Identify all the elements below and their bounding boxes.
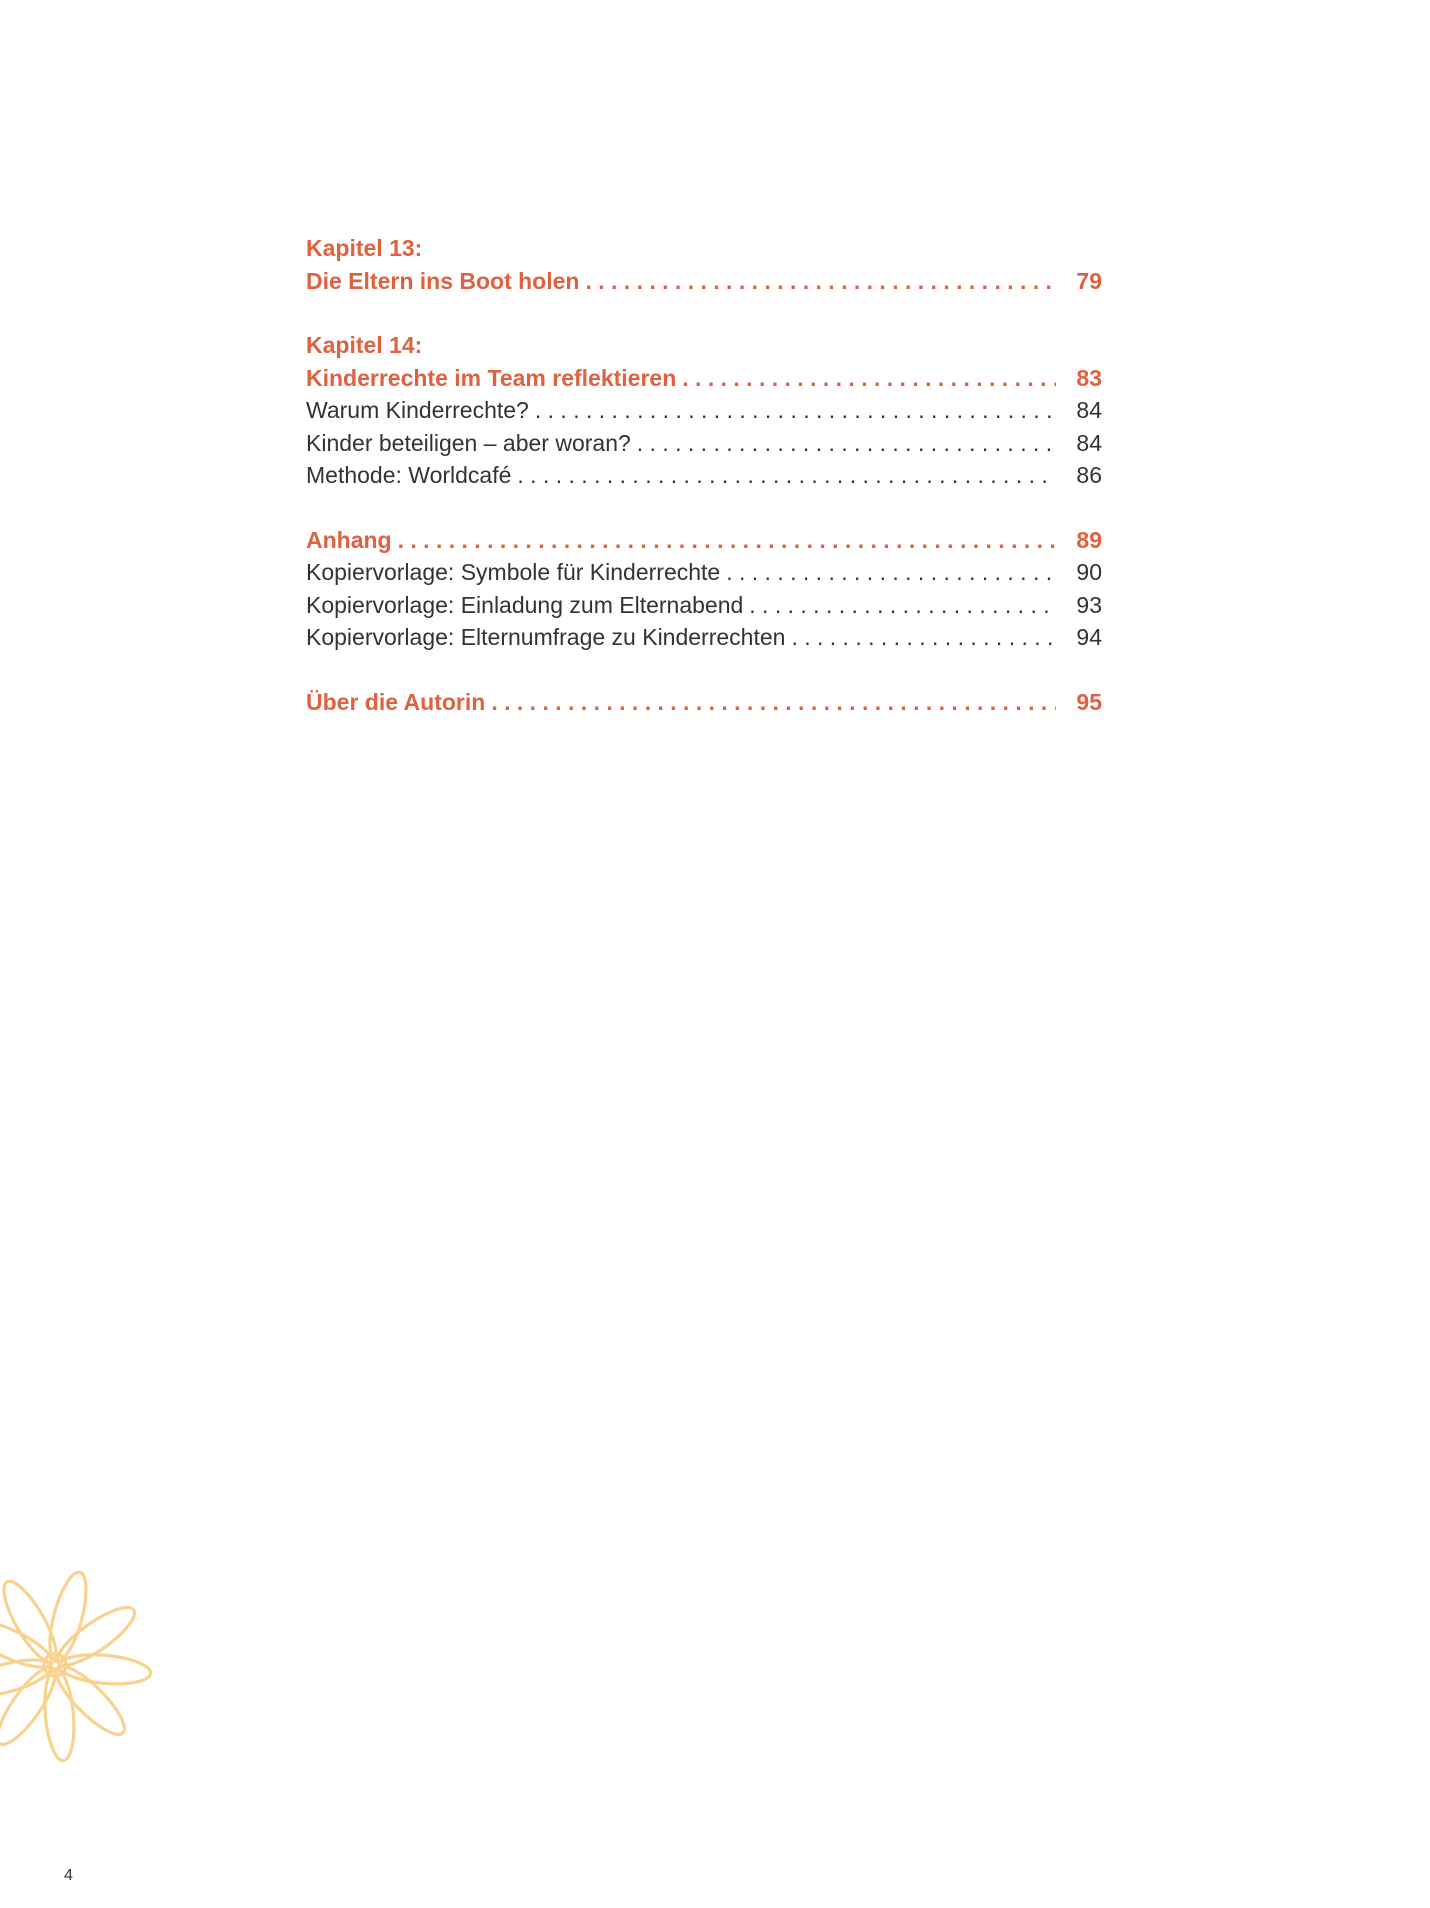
chapter-heading-label: Kapitel 14: <box>306 332 423 358</box>
dot-leader <box>726 556 1056 589</box>
toc-subentry-page: 86 <box>1076 462 1102 488</box>
toc-subentry-title: Kopiervorlage: Einladung zum Elternabend <box>306 591 744 618</box>
toc-subentry-page: 94 <box>1076 624 1102 650</box>
table-of-contents <box>306 232 1102 750</box>
toc-group-appendix <box>306 524 1102 654</box>
chapter-heading-label: Kapitel 13: <box>306 235 423 261</box>
toc-entry-title: Anhang <box>306 526 392 553</box>
dot-leader <box>535 394 1056 427</box>
dot-leader <box>749 589 1056 622</box>
toc-subentry-page: 84 <box>1076 397 1102 423</box>
chapter-heading <box>306 232 1102 265</box>
toc-entry-appendix[interactable] <box>306 524 1102 557</box>
toc-subentry[interactable] <box>306 589 1102 622</box>
dot-leader <box>682 362 1056 395</box>
toc-subentry-title: Methode: Worldcafé <box>306 462 512 488</box>
toc-subentry[interactable] <box>306 427 1102 460</box>
toc-entry-title: Kinderrechte im Team reflektieren <box>306 364 677 391</box>
toc-entry-title: Über die Autorin <box>306 688 486 715</box>
chapter-heading <box>306 329 1102 362</box>
toc-group-chapter-14 <box>306 329 1102 492</box>
page-number: 4 <box>64 1867 73 1884</box>
toc-subentry-page: 84 <box>1076 429 1102 456</box>
toc-subentry-page: 90 <box>1076 559 1102 585</box>
toc-entry-page: 79 <box>1076 267 1102 294</box>
toc-subentry[interactable] <box>306 394 1102 427</box>
toc-entry-chapter-13[interactable] <box>306 265 1102 298</box>
toc-entry-page: 89 <box>1076 526 1102 553</box>
toc-subentry-title: Warum Kinderrechte? <box>306 397 529 423</box>
toc-entry-author[interactable] <box>306 686 1102 719</box>
toc-subentry-title: Kinder beteiligen – aber woran? <box>306 429 631 456</box>
toc-entry-page: 83 <box>1076 364 1102 391</box>
toc-entry-page: 95 <box>1076 688 1102 715</box>
toc-subentry-title: Kopiervorlage: Symbole für Kinderrechte <box>306 559 721 585</box>
toc-subentry[interactable] <box>306 459 1102 492</box>
toc-subentry-title: Kopiervorlage: Elternumfrage zu Kinderrechten <box>306 624 786 650</box>
flower-icon <box>0 1545 170 1775</box>
dot-leader <box>791 621 1056 654</box>
toc-subentry[interactable] <box>306 556 1102 589</box>
toc-entry-title: Die Eltern ins Boot holen <box>306 267 580 294</box>
dot-leader <box>491 686 1056 719</box>
toc-group-chapter-13 <box>306 232 1102 297</box>
toc-subentry-page: 93 <box>1076 591 1102 618</box>
dot-leader <box>517 459 1056 492</box>
dot-leader <box>398 524 1056 557</box>
toc-subentry[interactable] <box>306 621 1102 654</box>
dot-leader <box>585 265 1056 298</box>
toc-group-author <box>306 686 1102 719</box>
toc-entry-chapter-14[interactable] <box>306 362 1102 395</box>
dot-leader <box>637 427 1056 460</box>
